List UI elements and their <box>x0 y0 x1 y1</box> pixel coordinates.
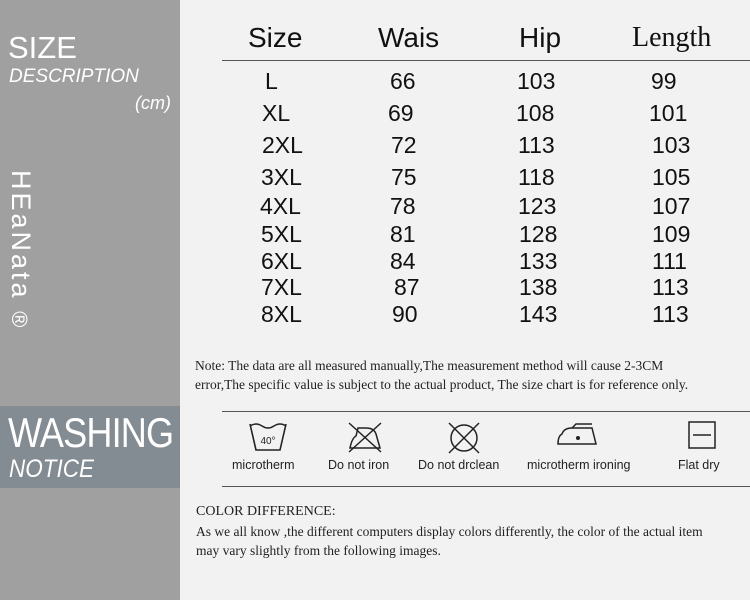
wash-label: Flat dry <box>678 458 720 472</box>
registered-mark: ® <box>7 311 32 331</box>
washing-title: WASHING <box>8 409 174 456</box>
size-cell: 6XL <box>261 248 302 274</box>
wash-label: microtherm <box>232 458 295 472</box>
header-waist: Wais <box>378 22 440 53</box>
size-unit: (cm) <box>135 93 171 113</box>
size-cell: 138 <box>519 274 558 300</box>
size-cell: 108 <box>516 100 555 126</box>
size-cell: 113 <box>652 274 689 300</box>
size-cell: 90 <box>392 301 418 327</box>
size-cell: 118 <box>518 164 555 190</box>
size-cell: 3XL <box>261 164 302 190</box>
header-length: Length <box>632 22 712 53</box>
size-cell: 78 <box>390 193 416 219</box>
size-cell: 7XL <box>261 274 302 300</box>
size-title: SIZE <box>8 30 77 65</box>
size-cell: 103 <box>652 132 691 158</box>
no-dryclean-icon <box>446 420 482 456</box>
size-cell: 8XL <box>261 301 302 327</box>
header-hip: Hip <box>519 22 562 53</box>
wash-label: Do not iron <box>328 458 390 472</box>
size-cell: 123 <box>518 193 557 219</box>
iron-low-icon <box>552 420 602 450</box>
size-cell: XL <box>262 100 291 126</box>
size-cell: L <box>265 68 278 94</box>
size-cell: 113 <box>652 301 689 327</box>
color-difference-text <box>196 522 750 560</box>
brand <box>2 170 42 330</box>
wash-40-icon <box>248 420 288 454</box>
wash-item <box>412 412 522 486</box>
size-cell: 66 <box>390 68 416 94</box>
measurement-note <box>195 356 750 394</box>
size-cell: 111 <box>652 248 687 274</box>
color-difference-title: COLOR DIFFERENCE: <box>196 504 336 519</box>
size-cell: 2XL <box>262 132 303 158</box>
size-cell: 99 <box>651 68 677 94</box>
color-line-1: As we all know ,the different computers display colors differently, the color of the actual item <box>196 524 703 539</box>
wash-item <box>522 412 652 486</box>
size-cell: 87 <box>394 274 420 300</box>
size-cell: 109 <box>652 221 691 247</box>
size-cell: 101 <box>649 100 688 126</box>
size-cell: 105 <box>652 164 691 190</box>
wash-item <box>222 412 312 486</box>
wash-item <box>652 412 750 486</box>
size-cell: 69 <box>388 100 414 126</box>
header-divider <box>222 60 750 61</box>
wash-label: Do not drclean <box>418 458 500 472</box>
no-iron-icon <box>346 420 384 454</box>
brand-name: HEaNata <box>6 170 36 301</box>
note-line-2: error,The specific value is subject to the actual product, The size chart is for reference only. <box>195 377 689 392</box>
header-size: Size <box>248 22 303 53</box>
washing-notice: NOTICE <box>9 455 95 483</box>
washing-instructions <box>222 411 750 487</box>
size-cell: 81 <box>390 221 416 247</box>
wash-label: microtherm ironing <box>527 458 631 472</box>
wash-temp: 40° <box>260 436 276 447</box>
size-cell: 103 <box>517 68 556 94</box>
size-cell: 133 <box>519 248 558 274</box>
size-cell: 128 <box>519 221 558 247</box>
note-line-1: Note: The data are all measured manually,The measurement method will cause 2-3CM <box>195 358 664 373</box>
size-description: DESCRIPTION <box>9 66 139 87</box>
color-line-2: may vary slightly from the following images. <box>196 543 441 558</box>
flat-dry-icon <box>687 420 717 450</box>
size-cell: 75 <box>391 164 417 190</box>
size-cell: 84 <box>390 248 416 274</box>
size-cell: 113 <box>518 132 555 158</box>
size-cell: 107 <box>652 193 691 219</box>
size-cell: 143 <box>519 301 558 327</box>
size-cell: 4XL <box>260 193 301 219</box>
size-cell: 72 <box>391 132 417 158</box>
size-cell: 5XL <box>261 221 302 247</box>
wash-item <box>312 412 412 486</box>
